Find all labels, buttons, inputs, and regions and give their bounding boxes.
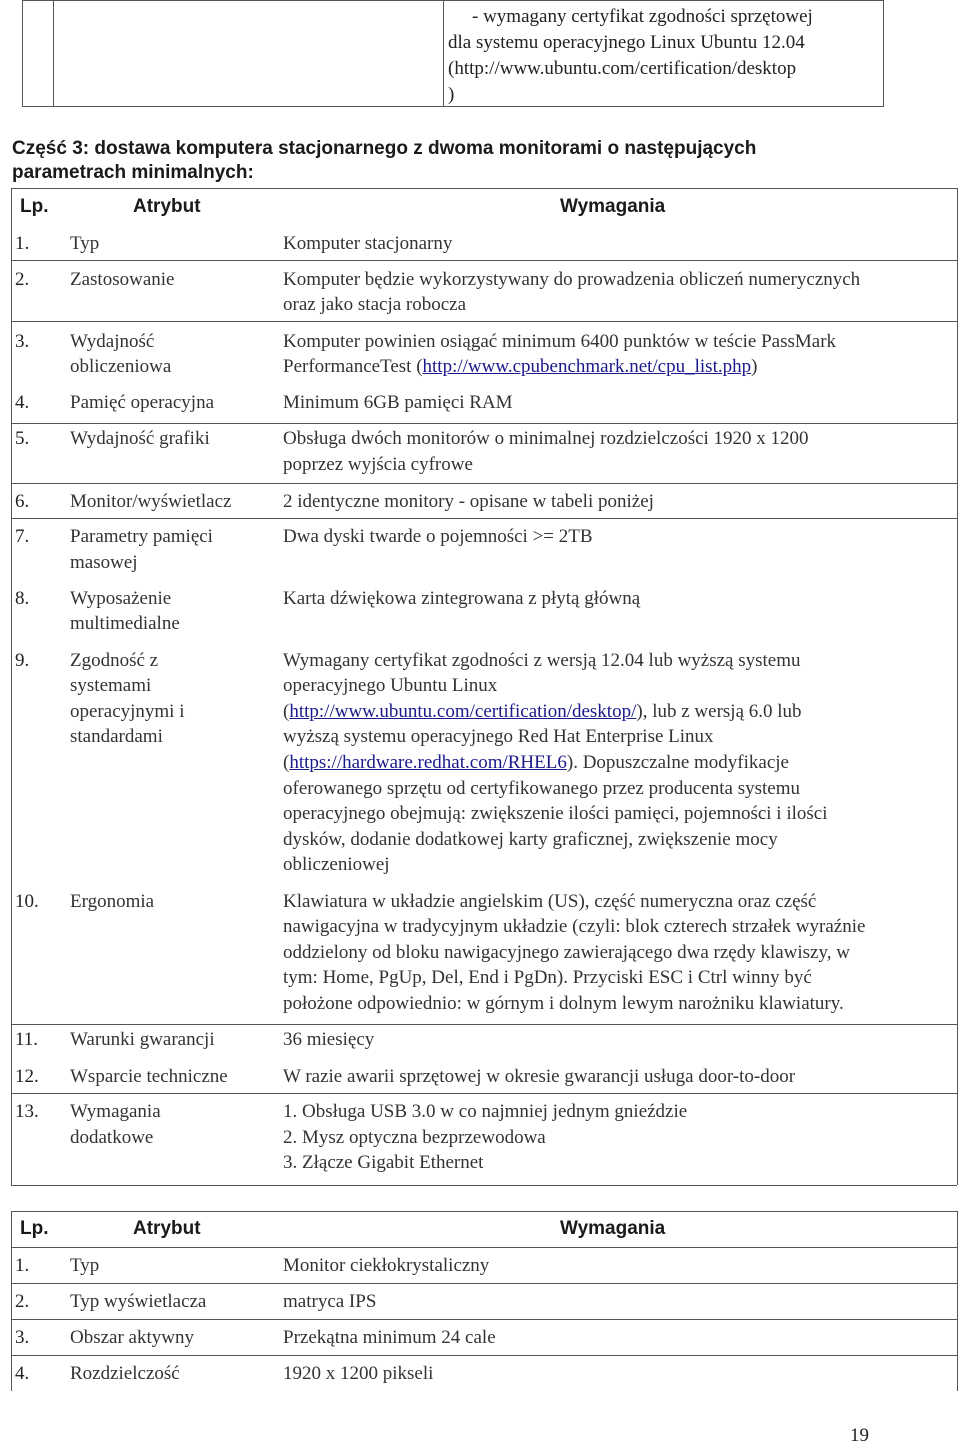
row-number: 12. xyxy=(15,1066,39,1087)
column-header-lp: Lp. xyxy=(20,1218,49,1239)
row-requirement: 36 miesięcy xyxy=(283,1029,375,1050)
row-number: 8. xyxy=(15,588,30,609)
row-number: 3. xyxy=(15,331,30,352)
row-requirement: tym: Home, PgUp, Del, End i PgDn). Przyciski ESC i Ctrl winny być xyxy=(283,967,812,988)
row-requirement: dysków, dodanie dodatkowej karty graficznej, zwiększenie mocy xyxy=(283,829,778,850)
row-requirement: Klawiatura w układzie angielskim (US), część numeryczna oraz część xyxy=(283,891,817,912)
row-attribute: Ergonomia xyxy=(70,891,155,912)
row-requirement: wyższą systemu operacyjnego Red Hat Enterprise Linux xyxy=(283,726,714,747)
row-requirement: Minimum 6GB pamięci RAM xyxy=(283,392,513,413)
column-header-lp: Lp. xyxy=(20,196,49,217)
row-attribute: standardami xyxy=(70,726,163,747)
row-requirement: nawigacyjna w tradycyjnym układzie (czyli: blok czterech strzałek wyraźnie xyxy=(283,916,866,937)
row-attribute: obliczeniowa xyxy=(70,356,172,377)
row-number: 9. xyxy=(15,650,30,671)
ubuntu-certification-link[interactable]: http://www.ubuntu.com/certification/desktop/ xyxy=(289,701,637,722)
row-attribute: Typ xyxy=(70,1255,100,1276)
row-requirement: 3. Złącze Gigabit Ethernet xyxy=(283,1152,484,1173)
row-attribute: Wyposażenie xyxy=(70,588,172,609)
row-attribute: multimedialne xyxy=(70,613,180,634)
row-attribute: operacyjnymi i xyxy=(70,701,185,722)
row-requirement: oferowanego sprzętu od certyfikowanego przez producenta systemu xyxy=(283,778,801,799)
row-requirement: 1920 x 1200 pikseli xyxy=(283,1363,434,1384)
row-attribute: Parametry pamięci xyxy=(70,526,213,547)
row-requirement: Komputer będzie wykorzystywany do prowadzenia obliczeń numerycznych xyxy=(283,269,861,290)
row-requirement: PerformanceTest (http://www.cpubenchmark.net/cpu_list.php) xyxy=(283,356,758,377)
row-attribute: dodatkowe xyxy=(70,1127,154,1148)
row-attribute: Wsparcie techniczne xyxy=(70,1066,228,1087)
row-number: 1. xyxy=(15,233,30,254)
row-number: 5. xyxy=(15,428,30,449)
row-number: 13. xyxy=(15,1101,39,1122)
row-attribute: Rozdzielczość xyxy=(70,1363,180,1384)
row-number: 4. xyxy=(15,1363,30,1384)
row-attribute: systemami xyxy=(70,675,152,696)
row-number: 2. xyxy=(15,1291,30,1312)
row-attribute: Zgodność z xyxy=(70,650,159,671)
row-number: 11. xyxy=(15,1029,39,1050)
row-requirement: Monitor ciekłokrystaliczny xyxy=(283,1255,490,1276)
row-attribute: Typ wyświetlacza xyxy=(70,1291,207,1312)
row-attribute: Monitor/wyświetlacz xyxy=(70,491,232,512)
row-attribute: Zastosowanie xyxy=(70,269,175,290)
section-heading-line: Część 3: dostawa komputera stacjonarnego z dwoma monitorami o następujących xyxy=(12,138,757,159)
row-number: 6. xyxy=(15,491,30,512)
row-requirement: operacyjnego Ubuntu Linux xyxy=(283,675,498,696)
redhat-hardware-link[interactable]: https://hardware.redhat.com/RHEL6 xyxy=(289,752,567,773)
row-requirement: 2 identyczne monitory - opisane w tabeli poniżej xyxy=(283,491,654,512)
top-cell-line: ) xyxy=(448,84,455,105)
row-requirement: Wymagany certyfikat zgodności z wersją 12.04 lub wyższą systemu xyxy=(283,650,801,671)
row-requirement: Komputer powinien osiągać minimum 6400 punktów w teście PassMark xyxy=(283,331,837,352)
row-number: 3. xyxy=(15,1327,30,1348)
passmark-link[interactable]: http://www.cpubenchmark.net/cpu_list.php xyxy=(422,356,752,377)
row-attribute: Obszar aktywny xyxy=(70,1327,194,1348)
row-requirement: położone odpowiednio: w górnym i dolnym lewym narożniku klawiatury. xyxy=(283,993,844,1014)
row-number: 4. xyxy=(15,392,30,413)
row-number: 1. xyxy=(15,1255,30,1276)
row-attribute: Wymagania xyxy=(70,1101,161,1122)
row-requirement: Karta dźwiękowa zintegrowana z płytą główną xyxy=(283,588,641,609)
row-requirement: W razie awarii sprzętowej w okresie gwarancji usługa door-to-door xyxy=(283,1066,796,1087)
row-requirement: Dwa dyski twarde o pojemności >= 2TB xyxy=(283,526,593,547)
page-number: 19 xyxy=(850,1425,869,1446)
row-requirement: 1. Obsługa USB 3.0 w co najmniej jednym gnieździe xyxy=(283,1101,688,1122)
row-requirement: Komputer stacjonarny xyxy=(283,233,453,254)
row-requirement: poprzez wyjścia cyfrowe xyxy=(283,454,473,475)
column-header-attribute: Atrybut xyxy=(133,196,201,217)
row-requirement: operacyjnego obejmują: zwiększenie ilości pamięci, pojemności i ilości xyxy=(283,803,828,824)
top-cell-line: - wymagany certyfikat zgodności sprzętowej xyxy=(472,6,813,27)
column-header-attribute: Atrybut xyxy=(133,1218,201,1239)
row-number: 2. xyxy=(15,269,30,290)
row-requirement: matryca IPS xyxy=(283,1291,377,1312)
top-cell-line: dla systemu operacyjnego Linux Ubuntu 12.04 xyxy=(448,32,805,53)
row-requirement: (https://hardware.redhat.com/RHEL6). Dopuszczalne modyfikacje xyxy=(283,752,789,773)
row-number: 7. xyxy=(15,526,30,547)
row-attribute: Wydajność xyxy=(70,331,155,352)
row-attribute: Warunki gwarancji xyxy=(70,1029,215,1050)
column-header-requirements: Wymagania xyxy=(560,196,666,217)
row-requirement: obliczeniowej xyxy=(283,854,390,875)
row-number: 10. xyxy=(15,891,39,912)
column-header-requirements: Wymagania xyxy=(560,1218,666,1239)
row-requirement: Przekątna minimum 24 cale xyxy=(283,1327,496,1348)
row-attribute: Wydajność grafiki xyxy=(70,428,210,449)
row-requirement: oraz jako stacja robocza xyxy=(283,294,467,315)
row-requirement: Obsługa dwóch monitorów o minimalnej rozdzielczości 1920 x 1200 xyxy=(283,428,809,449)
row-requirement: 2. Mysz optyczna bezprzewodowa xyxy=(283,1127,546,1148)
row-attribute: Typ xyxy=(70,233,100,254)
row-requirement: oddzielony od bloku nawigacyjnego zawierającego dwa rzędy klawiszy, w xyxy=(283,942,850,963)
row-attribute: Pamięć operacyjna xyxy=(70,392,215,413)
section-heading-line: parametrach minimalnych: xyxy=(12,162,254,183)
row-attribute: masowej xyxy=(70,552,138,573)
row-requirement: (http://www.ubuntu.com/certification/desktop/), lub z wersją 6.0 lub xyxy=(283,701,802,722)
top-cell-line: (http://www.ubuntu.com/certification/desktop xyxy=(448,58,797,79)
